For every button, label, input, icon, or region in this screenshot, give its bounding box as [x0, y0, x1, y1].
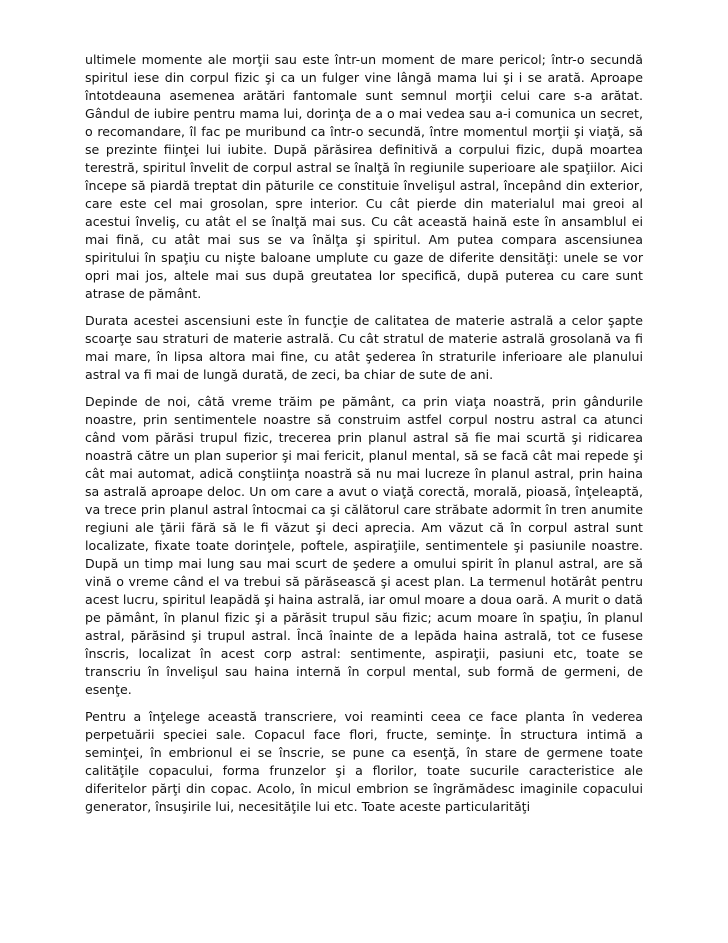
paragraph-1: ultimele momente ale morţii sau este într-un moment de mare pericol; într-o secundă spiritul iese din corpul fizic şi ca un fulger vine lângă mama lui şi i se arată. Aproape întotdeauna asemenea arătări fantomale sunt semnul morţii celui care s-a arătat. Gândul de iubire pentru mama lui, dorinţa de a o mai vedea sau a-i comunica un secret, o recomandare, îl fac pe muribund ca într-o secundă, între momentul morţii şi viaţă, să se prezinte fiinţei lui iubite. După părăsirea definitivă a corpului fizic, după moartea terestră, spiritul învelit de corpul astral se înalţă în regiunile superioare ale spaţiilor. Aici începe să piardă treptat din păturile ce constituie învelişul astral, începând din exterior, care este cel mai grosolan, spre interior. Cu cât pierde din materialul mai greoi al acestui înveliş, cu atât el se înalţă mai sus. Cu cât această haină este în ansamblul ei mai fină, cu atât mai sus se va înălţa şi spiritul. Am putea compara ascensiunea spiritului în spaţiu cu nişte baloane umplute cu gaze de diferite densităţi: unele se vor opri mai jos, altele mai sus după greutatea lor specifică, după puterea cu care sunt atrase de pământ.: [85, 52, 643, 301]
paragraph-2: Durata acestei ascensiuni este în funcţie de calitatea de materie astrală a celor şapte scoarţe sau straturi de materie astrală. Cu cât stratul de materie astrală grosolană va fi mai mare, în lipsa altora mai fine, cu atât şederea în straturile inferioare ale planului astral va fi mai de lungă durată, de zeci, ba chiar de sute de ani.: [85, 313, 643, 382]
document-page: [85, 51, 643, 825]
paragraph-3: Depinde de noi, câtă vreme trăim pe pământ, ca prin viaţa noastră, prin gândurile noastre, prin sentimentele noastre să construim astfel corpul nostru astral ca atunci când vom părăsi trupul fizic, trecerea prin planul astral să fie mai scurtă şi ridicarea noastră către un plan superior şi mai fericit, planul mental, să se facă cât mai repede şi cât mai automat, adică conştiinţa noastră să nu mai lucreze în planul astral, prin haina sa astrală aproape deloc. Un om care a avut o viaţă corectă, morală, pioasă, înţeleaptă, va trece prin planul astral întocmai ca şi călătorul care străbate adormit în tren anumite regiuni ale ţării fără să le fi văzut şi deci aprecia. Am văzut că în corpul astral sunt localizate, fixate toate dorinţele, poftele, aspiraţiile, sentimentele şi pasiunile noastre. După un timp mai lung sau mai scurt de şedere a omului spirit în planul astral, are să vină o vreme când el va trebui să părăsească şi acest plan. La termenul hotărât pentru acest lucru, spiritul leapădă şi haina astrală, iar omul moare a doua oară. A murit o dată pe pământ, în planul fizic şi a părăsit trupul său fizic; acum moare în spaţiu, în planul astral, părăsind şi trupul astral. Încă înainte de a lepăda haina astrală, tot ce fusese înscris, localizat în acest corp astral: sentimente, aspiraţii, pasiuni etc, toate se transcriu în învelişul sau haina internă în corpul mental, sub formă de germeni, de esenţe.: [85, 394, 643, 697]
paragraph-4: Pentru a înţelege această transcriere, voi reaminti ceea ce face planta în vederea perpetuării speciei sale. Copacul face flori, fructe, seminţe. În structura intimă a seminţei, în embrionul ei se înscrie, se pune ca esenţă, în stare de germene toate calităţile copacului, forma frunzelor şi a florilor, toate sucurile caracteristice ale diferitelor părţi din copac. Acolo, în micul embrion se îngrămădesc imaginile copacului generator, însuşirile lui, necesităţile lui etc. Toate aceste particularităţi: [85, 709, 643, 814]
